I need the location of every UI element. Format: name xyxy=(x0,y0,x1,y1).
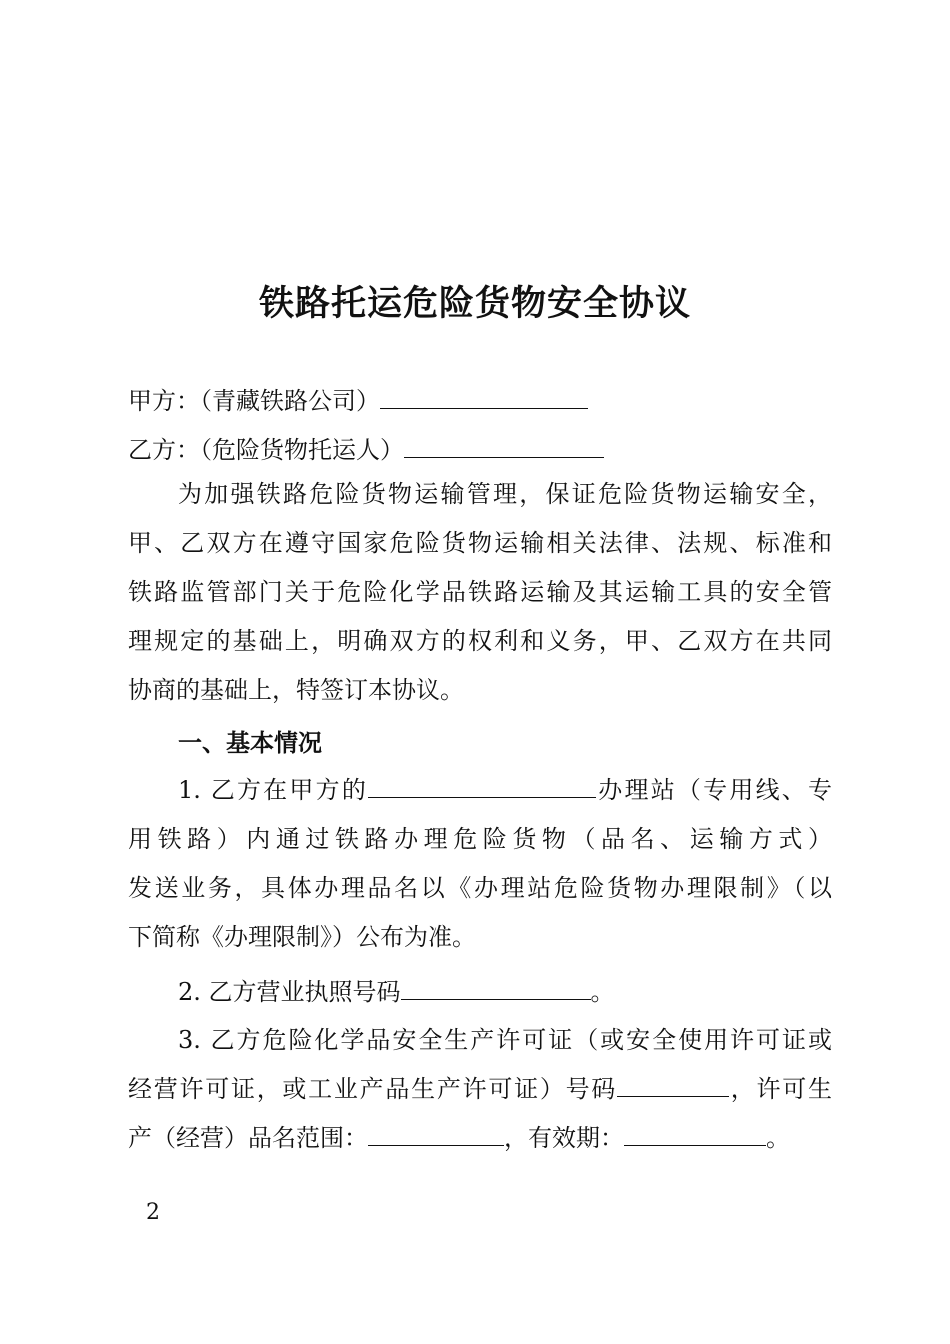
item-2-prefix: 2. 乙方营业执照号码 xyxy=(178,978,401,1006)
intro-line: 理规定的基础上，明确双方的权利和义务，甲、乙双方在共同 xyxy=(128,627,832,655)
item-2 xyxy=(128,968,832,1017)
intro-line: 甲、乙双方在遵守国家危险货物运输相关法律、法规、标准和 xyxy=(128,529,832,557)
party-a-line xyxy=(128,377,832,426)
item-2-line xyxy=(128,968,832,1017)
intro-paragraph xyxy=(128,470,832,715)
intro-line: 为加强铁路危险货物运输管理，保证危险货物运输安全， xyxy=(178,480,832,508)
item-1-line-2: 用铁路）内通过铁路办理危险货物（品名、运输方式） xyxy=(128,825,832,853)
item-3-line-2-prefix: 经营许可证，或工业产品生产许可证）号码 xyxy=(128,1075,618,1103)
document-title: 铁路托运危险货物安全协议 xyxy=(258,283,691,324)
station-blank[interactable] xyxy=(368,773,596,798)
item-1 xyxy=(128,766,832,962)
item-3-line-2 xyxy=(128,1065,832,1114)
party-b-label: 乙方：（危险货物托运人） xyxy=(128,436,404,464)
item-3-line-3-suffix: 。 xyxy=(766,1124,790,1152)
validity-blank[interactable] xyxy=(624,1121,766,1146)
page-number: 2 xyxy=(146,1200,160,1225)
item-3-line-3-prefix: 产（经营）品名范围： xyxy=(128,1124,368,1152)
party-a-label: 甲方：（青藏铁路公司） xyxy=(128,387,380,415)
item-1-line-4: 下简称《办理限制》）公布为准。 xyxy=(128,923,476,951)
item-1-line-1 xyxy=(128,766,832,815)
section-heading: 一、基本情况 xyxy=(178,728,322,757)
intro-line: 协商的基础上，特签订本协议。 xyxy=(128,676,464,704)
party-b-blank[interactable] xyxy=(404,433,604,458)
intro-line: 铁路监管部门关于危险化学品铁路运输及其运输工具的安全管 xyxy=(128,578,832,606)
parties-block xyxy=(128,377,832,475)
item-1-after-blank: 办理站（专用线、专 xyxy=(596,776,832,804)
item-3-line-2-suffix: ，许可生 xyxy=(729,1075,833,1103)
item-1-prefix: 1. 乙方在甲方的 xyxy=(178,776,369,804)
party-b-line xyxy=(128,426,832,475)
item-3 xyxy=(128,1016,832,1163)
item-3-line-1: 3. 乙方危险化学品安全生产许可证（或安全使用许可证或 xyxy=(178,1026,832,1054)
section-block xyxy=(128,718,832,767)
item-3-line-3 xyxy=(128,1114,832,1163)
item-1-line-3: 发送业务，具体办理品名以《办理站危险货物办理限制》（以 xyxy=(128,874,832,902)
license-number-blank[interactable] xyxy=(401,975,591,1000)
permit-number-blank[interactable] xyxy=(617,1072,729,1097)
party-a-blank[interactable] xyxy=(380,384,588,409)
product-scope-blank[interactable] xyxy=(368,1121,504,1146)
item-2-suffix: 。 xyxy=(590,978,615,1006)
item-3-line-3-middle: ，有效期： xyxy=(504,1124,624,1152)
